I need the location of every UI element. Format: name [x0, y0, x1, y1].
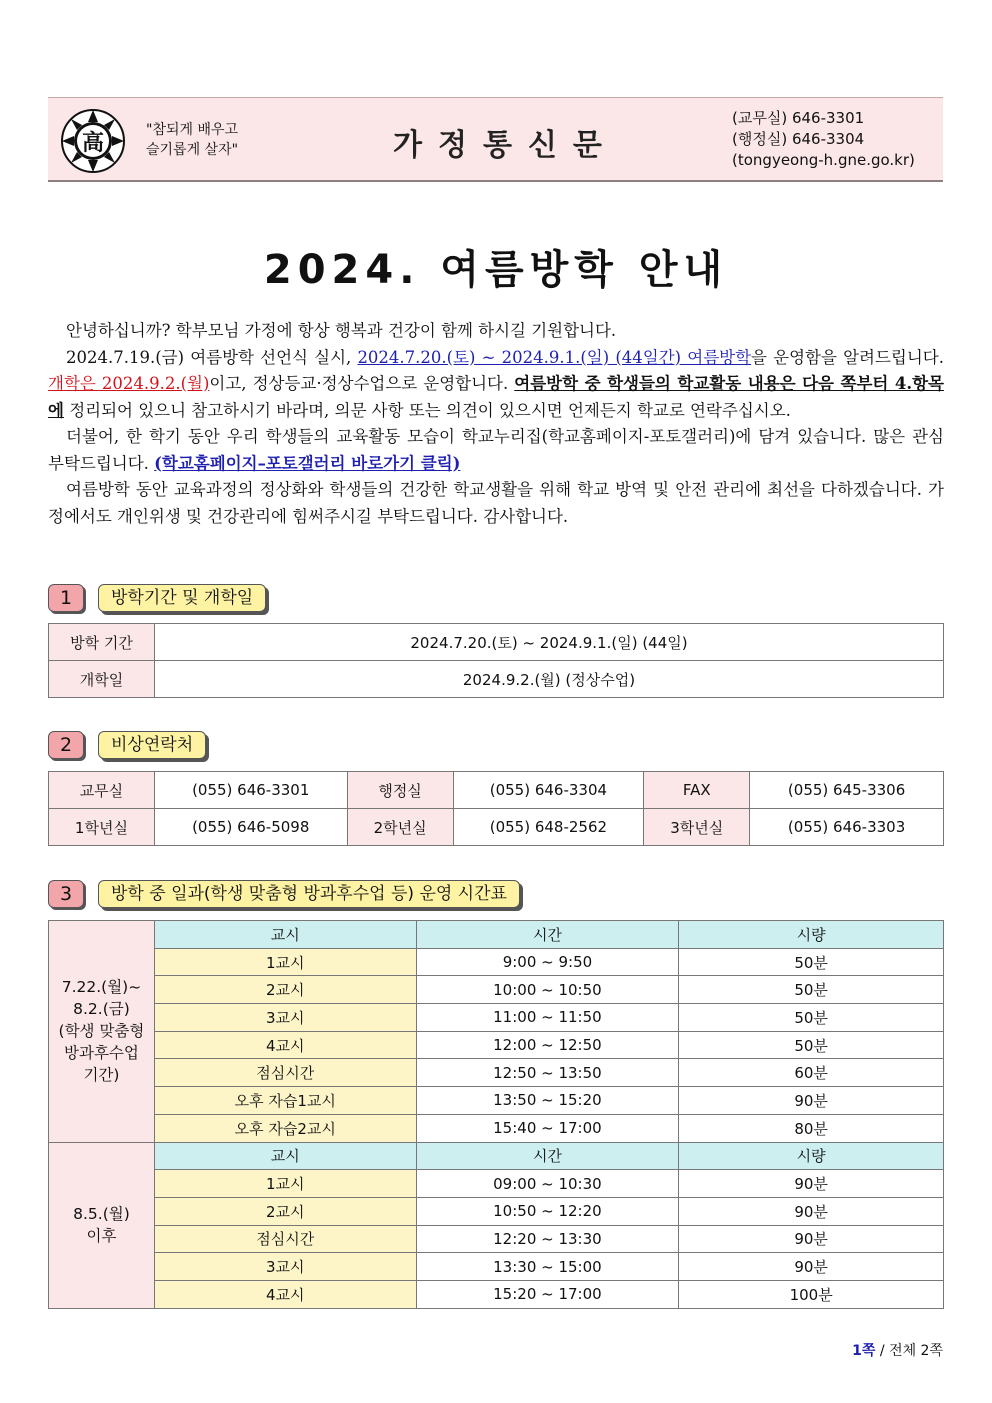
period-range-line: 7.22.(월)~: [61, 978, 142, 997]
paragraph-schedule: 2024.7.19.(금) 여름방학 선언식 실시, 2024.7.20.(토) ~ 2024.9.1.(일) (44일간) 여름방학을 운영함을 알려드립니다. 개학은 2024.9.2.(월)이고, 정상등교·정상수업으로 운영합니다. 여름방학 중 학생들의 학교활동 내용은 다음 쪽부터 4.항목에 정리되어 있으니 참고하시기 바라며, 의문 사항 또는 의견이 있으시면 언제든지 학교로 연락주십시오.: [48, 347, 944, 420]
period-cell: 오후 자습2교시: [154, 1114, 416, 1142]
duration-cell: 50분: [679, 1004, 944, 1032]
duration-cell: 60분: [679, 1059, 944, 1087]
table-header-cell: FAX: [644, 772, 750, 809]
table-cell: 2024.9.2.(월) (정상수업): [155, 661, 944, 698]
vacation-period-table: [48, 623, 944, 698]
contact-info: (교무실) 646-3301 (행정실) 646-3304 (tongyeong-h.gne.go.kr): [732, 109, 915, 169]
period-range-line: 8.5.(월): [73, 1205, 130, 1224]
table-row: [49, 1197, 944, 1225]
table-row: [49, 1170, 944, 1198]
duration-cell: 90분: [679, 1170, 944, 1198]
time-cell: 15:20 ~ 17:00: [416, 1280, 679, 1308]
section-number: 3: [48, 880, 84, 908]
table-cell: (055) 645-3306: [750, 772, 944, 809]
period-cell: 4교시: [154, 1031, 416, 1059]
duration-cell: 50분: [679, 976, 944, 1004]
section-number: 2: [48, 731, 84, 759]
column-header-period: 교시: [154, 1142, 416, 1170]
period-cell: 1교시: [154, 948, 416, 976]
duration-cell: 100분: [679, 1280, 944, 1308]
time-cell: 9:00 ~ 9:50: [416, 948, 679, 976]
column-header-duration: 시량: [679, 1142, 944, 1170]
table-row: [49, 1253, 944, 1281]
table-row: [49, 661, 944, 698]
table-row: [49, 948, 944, 976]
column-header-time: 시간: [416, 1142, 679, 1170]
table-cell: (055) 646-5098: [154, 809, 347, 846]
intro-text: [48, 318, 944, 530]
section-number: 1: [48, 584, 84, 612]
column-header-period: 교시: [154, 921, 416, 949]
gallery-link[interactable]: (학교홈페이지–포토갤러리 바로가기 클릭): [154, 453, 461, 473]
column-header-duration: 시량: [679, 921, 944, 949]
table-cell: (055) 646-3301: [154, 772, 347, 809]
period-range-line: 8.2.(금): [73, 1000, 130, 1019]
table-row: [49, 809, 944, 846]
time-cell: 10:00 ~ 10:50: [416, 976, 679, 1004]
table-header-cell: 행정실: [347, 772, 453, 809]
time-cell: 09:00 ~ 10:30: [416, 1170, 679, 1198]
table-header-cell: 2학년실: [347, 809, 453, 846]
time-cell: 11:00 ~ 11:50: [416, 1004, 679, 1032]
table-header-cell: 3학년실: [644, 809, 750, 846]
vacation-timetable: [48, 920, 944, 1309]
period-cell: 3교시: [154, 1004, 416, 1032]
duration-cell: 90분: [679, 1225, 944, 1253]
time-cell: 12:50 ~ 13:50: [416, 1059, 679, 1087]
column-header-time: 시간: [416, 921, 679, 949]
table-row: [49, 1004, 944, 1032]
duration-cell: 50분: [679, 1031, 944, 1059]
table-row: [49, 1225, 944, 1253]
section-label: 방학기간 및 개학일: [98, 584, 266, 612]
emergency-contact-table: [48, 771, 944, 846]
table-cell: (055) 646-3303: [750, 809, 944, 846]
page-number: 1쪽 / 전체 2쪽: [852, 1343, 943, 1359]
time-cell: 12:00 ~ 12:50: [416, 1031, 679, 1059]
period-cell: 2교시: [154, 1197, 416, 1225]
period-cell: 점심시간: [154, 1059, 416, 1087]
period-range-line: (학생 맞춤형: [58, 1022, 145, 1041]
letterhead: [48, 97, 943, 182]
paragraph-greeting: 안녕하십니까? 학부모님 가정에 항상 행복과 건강이 함께 하시길 기원합니다.: [66, 321, 617, 340]
time-cell: 12:20 ~ 13:30: [416, 1225, 679, 1253]
table-header-row: [49, 1142, 944, 1170]
school-motto: "참되게 배우고 슬기롭게 살자": [146, 122, 239, 158]
newsletter-title: 가정통신문: [393, 128, 618, 163]
paragraph-gallery: 더불어, 한 학기 동안 우리 학생들의 교육활동 모습이 학교누리집(학교홈페이지-포토갤러리)에 담겨 있습니다. 많은 관심 부탁드립니다. (학교홈페이지–포토갤러리 바로가기 클릭): [48, 427, 944, 473]
table-cell: (055) 648-2562: [453, 809, 644, 846]
section-label: 비상연락처: [98, 731, 206, 759]
school-emblem-icon: [60, 108, 126, 174]
period-range-line: 기간): [83, 1066, 120, 1085]
table-row: [49, 976, 944, 1004]
table-row: [49, 1114, 944, 1142]
table-cell: (055) 646-3304: [453, 772, 644, 809]
duration-cell: 90분: [679, 1253, 944, 1281]
period-range-line: 방과후수업: [64, 1044, 139, 1063]
table-row: [49, 1031, 944, 1059]
time-cell: 13:50 ~ 15:20: [416, 1087, 679, 1115]
table-row: [49, 1087, 944, 1115]
table-header-cell: 1학년실: [49, 809, 155, 846]
svg-text:高: 高: [81, 131, 105, 156]
table-header-cell: 방학 기간: [49, 624, 155, 661]
table-row: [49, 1059, 944, 1087]
table-header-cell: 교무실: [49, 772, 155, 809]
time-cell: 13:30 ~ 15:00: [416, 1253, 679, 1281]
table-header-cell: 개학일: [49, 661, 155, 698]
period-cell: 3교시: [154, 1253, 416, 1281]
time-cell: 10:50 ~ 12:20: [416, 1197, 679, 1225]
period-cell: 점심시간: [154, 1225, 416, 1253]
period-cell: 1교시: [154, 1170, 416, 1198]
period-cell: 2교시: [154, 976, 416, 1004]
table-row: [49, 624, 944, 661]
table-cell: 2024.7.20.(토) ~ 2024.9.1.(일) (44일): [155, 624, 944, 661]
table-header-row: [49, 921, 944, 949]
duration-cell: 90분: [679, 1197, 944, 1225]
duration-cell: 50분: [679, 948, 944, 976]
period-range-label: [49, 1142, 155, 1308]
duration-cell: 90분: [679, 1087, 944, 1115]
table-row: [49, 772, 944, 809]
period-range-line: 이후: [86, 1227, 117, 1246]
table-row: [49, 1280, 944, 1308]
period-cell: 4교시: [154, 1280, 416, 1308]
page-title: 2024. 여름방학 안내: [263, 247, 729, 293]
duration-cell: 80분: [679, 1114, 944, 1142]
paragraph-closing: 여름방학 동안 교육과정의 정상화와 학생들의 건강한 학교생활을 위해 학교 방역 및 안전 관리에 최선을 다하겠습니다. 가정에서도 개인위생 및 건강관리에 힘써주시길 부탁드립니다. 감사합니다.: [48, 480, 944, 526]
period-range-label: [49, 921, 155, 1143]
section-label: 방학 중 일과(학생 맞춤형 방과후수업 등) 운영 시간표: [98, 880, 520, 908]
period-cell: 오후 자습1교시: [154, 1087, 416, 1115]
time-cell: 15:40 ~ 17:00: [416, 1114, 679, 1142]
